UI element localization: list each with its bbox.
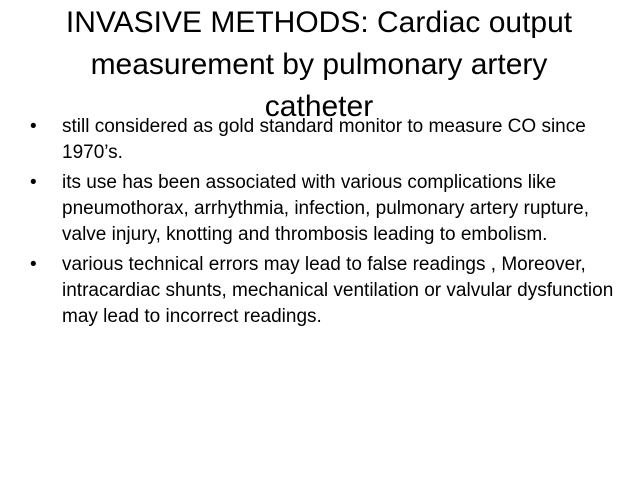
bullet-item (30, 114, 620, 166)
bullet-item (30, 252, 620, 330)
bullet-item (30, 170, 620, 248)
bullet-text: its use has been associated with various complications like pneumothorax, arrhythmia, infection, pulmonary artery rupture, valve injury, knotting and thrombosis leading to embolism. (62, 172, 589, 245)
bullet-text: various technical errors may lead to false readings , Moreover, intracardiac shunts, mechanical ventilation or valvular dysfunction may lead to incorrect readings. (62, 254, 614, 327)
bullet-marker: • (30, 254, 37, 275)
bullet-text: still considered as gold standard monitor to measure CO since 1970’s. (62, 116, 586, 163)
bullet-list (30, 114, 620, 334)
bullet-marker: • (30, 172, 37, 193)
slide-title: INVASIVE METHODS: Cardiac output measurement by pulmonary artery catheter (65, 6, 573, 123)
bullet-marker: • (30, 116, 37, 137)
